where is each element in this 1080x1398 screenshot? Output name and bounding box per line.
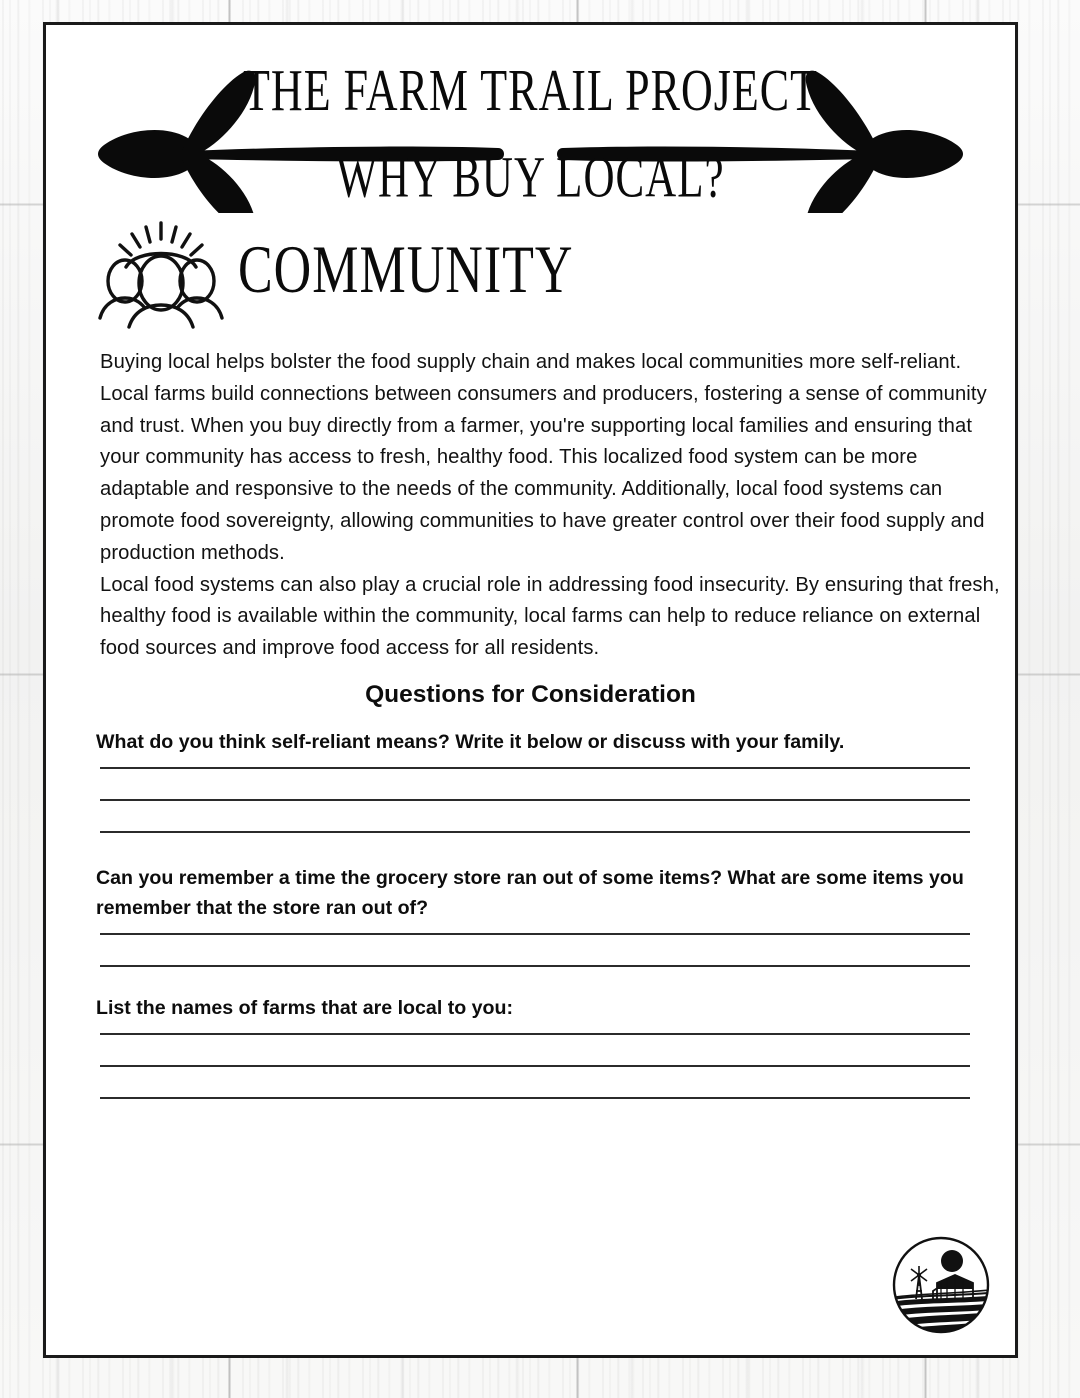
body-paragraph-2: Local food systems can also play a crucial role in addressing food insecurity. By ensuring that fresh, healthy food is available within the community, local farms can help to reduce reliance on external food sources and improve food access for all residents.: [100, 573, 1000, 660]
answer-line[interactable]: [100, 933, 970, 935]
question-block-3: [46, 993, 1015, 1099]
project-subtitle: WHY BUY LOCAL?: [336, 146, 725, 211]
answer-line[interactable]: [100, 799, 970, 801]
answer-line[interactable]: [100, 831, 970, 833]
answer-line[interactable]: [100, 767, 970, 769]
answer-line[interactable]: [100, 1065, 970, 1067]
question-text-2: Can you remember a time the grocery store ran out of some items? What are some items you remember that the store ran out of?: [96, 866, 964, 919]
answer-line[interactable]: [100, 1033, 970, 1035]
body-paragraph-1: Buying local helps bolster the food supply chain and makes local communities more self-reliant. Local farms build connections between consumers and producers, fostering a sense of community and trust. When you buy directly from a farmer, you're supporting local families and ensuring that your community has access to fresh, healthy food. This localized food system can be more adaptable and responsive to the needs of the community. Additionally, local food systems can promote food sovereignty, allowing communities to have greater control over their food supply and production methods.: [100, 351, 987, 564]
answer-line[interactable]: [100, 1097, 970, 1099]
community-people-sun-icon: [98, 219, 224, 329]
answer-line[interactable]: [100, 965, 970, 967]
question-block-1: [46, 727, 1015, 833]
question-text-1: What do you think self-reliant means? Write it below or discuss with your family.: [96, 730, 845, 753]
answer-lines-3: [46, 1033, 1015, 1099]
question-text-3: List the names of farms that are local to you:: [96, 996, 513, 1019]
header-banner: [46, 33, 1015, 213]
sun-icon: [941, 1250, 963, 1272]
questions-heading: Questions for Consideration: [365, 680, 696, 708]
answer-lines-1: [46, 767, 1015, 833]
body-copy: [100, 347, 1001, 665]
section-title: COMMUNITY: [238, 233, 574, 308]
farm-landscape-logo: [889, 1233, 993, 1337]
double-arrow-leaf-decoration: [46, 33, 1015, 213]
project-title: THE FARM TRAIL PROJECT: [243, 57, 818, 124]
worksheet-page: [43, 22, 1018, 1358]
question-block-2: [46, 863, 1015, 967]
section-heading: [98, 219, 1015, 329]
answer-lines-2: [46, 933, 1015, 967]
